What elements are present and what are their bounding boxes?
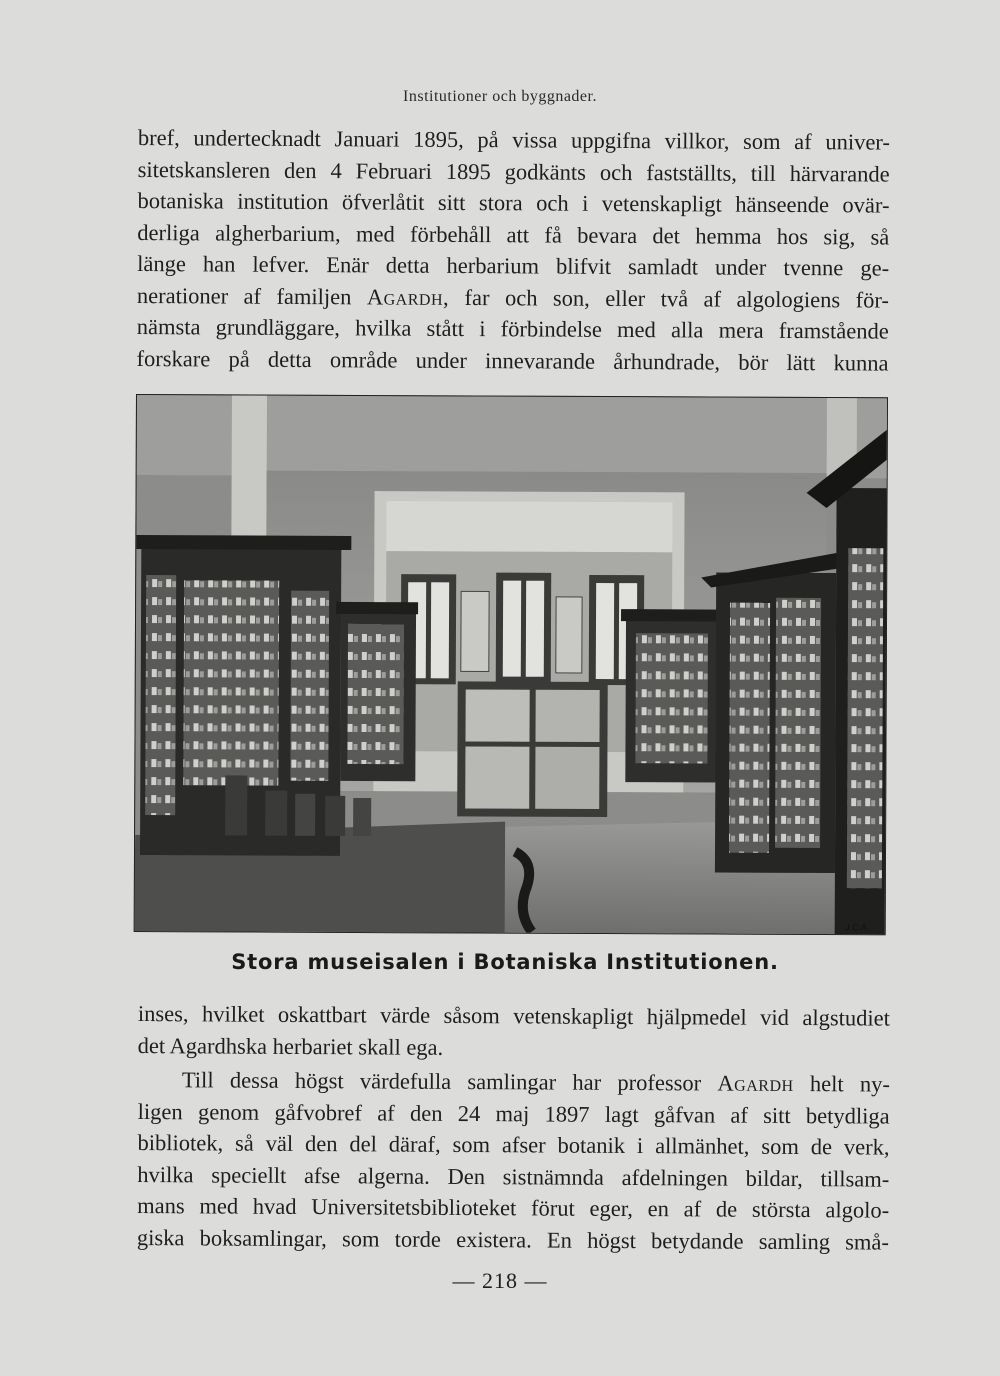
- paragraph-2: [138, 998, 890, 1066]
- text-line: länge han lefver. Enär detta herbarium blifvit samladt under tvenne ge-: [137, 250, 890, 281]
- text-line: giska boksamlingar, som torde existera. En högst betydande samling små-: [136, 1224, 890, 1255]
- text-line: botaniska institution öfverlåtit sitt stora och i vetenskapligt hänseende ovär-: [137, 187, 890, 218]
- museum-hall-photograph: [134, 394, 888, 935]
- paragraph-1: [136, 122, 890, 379]
- text-line-with-name: [138, 1064, 890, 1100]
- text-line: bref, undertecknadt Januari 1895, på vissa uppgifna villkor, som af univer-: [137, 124, 890, 155]
- photo-signature: J.C.A.: [845, 922, 870, 933]
- personal-name: Agardh,: [366, 283, 450, 310]
- personal-name: Agardh: [717, 1070, 794, 1097]
- paragraph-3: [137, 1064, 890, 1258]
- text-line-with-name: [137, 279, 889, 315]
- page-number: — 218 —: [452, 1268, 548, 1293]
- text-line: inses, hvilket oskattbart värde såsom vetenskapligt hjälpmedel vid algstudiet: [137, 1000, 890, 1031]
- running-head: Institutioner och byggnader.: [403, 88, 597, 105]
- text-line: bibliotek, så väl den del däraf, som afser botanik i allmänhet, som de verk,: [137, 1129, 890, 1160]
- photo-caption: Stora museisalen i Botaniska Institutionen.: [231, 950, 779, 974]
- text-line: ligen genom gåfvobref af den 24 maj 1897 lagt gåfvan af sitt betydliga: [137, 1098, 890, 1129]
- text-fragment: far och son, eller två af algologiens för-: [464, 284, 890, 313]
- text-line: sitetskansleren den 4 Februari 1895 godkänts och fastställts, till härvarande: [137, 156, 890, 187]
- text-line: nämsta grundläggare, hvilka stått i förbindelse med alla mera framstående: [136, 313, 889, 344]
- text-fragment: helt ny-: [809, 1071, 890, 1097]
- text-line: forskare på detta område under innevarande århundrade, bör lätt kunna: [136, 345, 889, 376]
- text-line: mans med hvad Universitetsbiblioteket förut eger, en af de största algolo-: [137, 1192, 890, 1223]
- text-line: det Agardhska herbariet skall ega.: [137, 1032, 444, 1060]
- text-line: hvilka speciellt afse algerna. Den sistnämnda afdelningen bildar, tillsam-: [137, 1161, 890, 1192]
- text-fragment: nerationer af familjen: [136, 282, 352, 309]
- text-line: derliga algherbarium, med förbehåll att få bevara det hemma hos sig, så: [137, 219, 890, 250]
- text-fragment: Till dessa högst värdefulla samlingar har professor: [181, 1067, 702, 1096]
